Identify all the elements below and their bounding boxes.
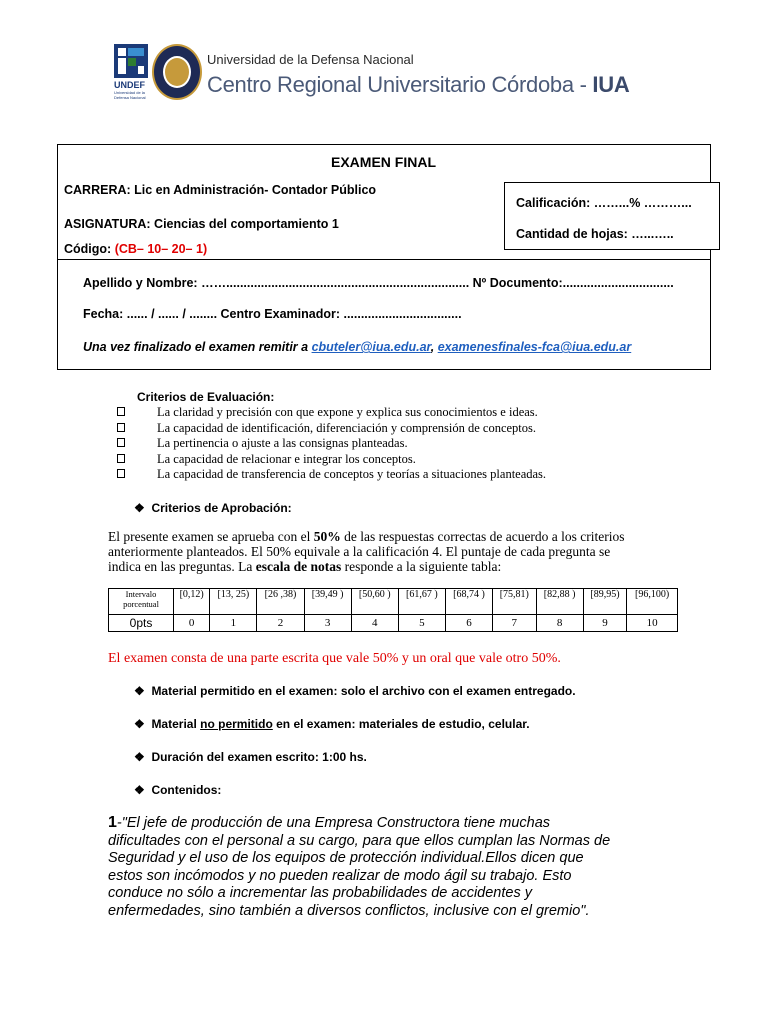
table-cell: [96,100) — [627, 589, 678, 615]
table-cell: 3 — [304, 615, 351, 632]
table-cell: [82,88 ) — [536, 589, 583, 615]
undef-logo-text: UNDEF — [114, 80, 145, 90]
diamond-bullet-icon: ❖ — [134, 750, 145, 764]
table-cell: [13, 25) — [210, 589, 257, 615]
grade-box — [504, 182, 720, 250]
carrera-line: CARRERA: Lic en Administración- Contador Público — [64, 183, 377, 197]
list-item: La capacidad de relacionar e integrar los conceptos. — [117, 452, 546, 468]
table-row — [109, 615, 678, 632]
question-1: 1-"El jefe de producción de una Empresa Constructora tiene muchas dificultades con el personal a su cargo, para que ellos cumplan las Normas de Seguridad y el uso de los equipos de protección individual.Ellos dicen que estos son incómodos y no pueden realizar de modo ágil su trabajo. Esto conduce no sólo a incrementar las probabilidades de accidentes y enfermedades, sino también a diversos conflictos, inclusive con el gremio". — [108, 814, 611, 919]
table-cell: 1 — [210, 615, 257, 632]
table-cell: [50,60 ) — [351, 589, 398, 615]
table-cell: 7 — [493, 615, 537, 632]
table-cell: 5 — [398, 615, 445, 632]
table-cell: [39,49 ) — [304, 589, 351, 615]
email-link-2[interactable]: examenesfinales-fca@iua.edu.ar — [437, 340, 632, 354]
diamond-bullet-icon: ❖ — [134, 501, 145, 515]
bullet-contenidos: ❖ Contenidos: — [134, 783, 222, 797]
undef-logo-subtext: Universidad de la Defensa Nacional — [114, 90, 146, 100]
table-cell: 0pts — [109, 615, 174, 632]
grade-scale-table — [108, 588, 678, 632]
table-cell: 10 — [627, 615, 678, 632]
table-cell: 2 — [257, 615, 304, 632]
list-item: La capacidad de transferencia de conceptos y teorías a situaciones planteadas. — [117, 467, 546, 483]
email-link-1[interactable]: cbuteler@iua.edu.ar — [311, 340, 431, 354]
table-cell: [61,67 ) — [398, 589, 445, 615]
bullet-material-permitido: ❖ Material permitido en el examen: solo el archivo con el examen entregado. — [134, 684, 576, 698]
checkbox-icon — [117, 469, 125, 478]
exam-title: EXAMEN FINAL — [331, 154, 436, 170]
table-cell: 0 — [174, 615, 210, 632]
fecha-centro-line[interactable]: Fecha: ...... / ...... / ........ Centro Examinador: .................................. — [83, 307, 462, 321]
table-cell: [89,95) — [583, 589, 627, 615]
aprobacion-paragraph: El presente examen se aprueba con el 50% de las respuestas correctas de acuerdo a los criterios anteriormente planteados. El 50% equivale a la calificación 4. El puntaje de cada pregunta se indica en las preguntas. La escala de notas responde a la siguiente tabla: — [108, 529, 625, 574]
diamond-bullet-icon: ❖ — [134, 717, 145, 731]
cantidad-hojas-field[interactable]: Cantidad de hojas: …...….. — [516, 227, 674, 241]
bullet-material-no-permitido: ❖ Material no permitido en el examen: materiales de estudio, celular. — [134, 717, 530, 731]
iua-seal-logo — [152, 44, 202, 100]
checkbox-icon — [117, 438, 125, 447]
apellido-documento-line[interactable]: Apellido y Nombre: ……...................................................................... Nº Documento:................................ — [83, 276, 674, 290]
table-cell: [75,81) — [493, 589, 537, 615]
asignatura-line: ASIGNATURA: Ciencias del comportamiento 1 — [64, 217, 339, 231]
table-cell: 9 — [583, 615, 627, 632]
university-name: Universidad de la Defensa Nacional — [207, 52, 414, 67]
table-cell: 6 — [445, 615, 492, 632]
table-cell: 4 — [351, 615, 398, 632]
list-item: La pertinencia o ajuste a las consignas planteadas. — [117, 436, 546, 452]
list-item: La claridad y precisión con que expone y explica sus conocimientos e ideas. — [117, 405, 546, 421]
calificacion-field[interactable]: Calificación: ……...% ………... — [516, 196, 692, 210]
remitir-line: Una vez finalizado el examen remitir a cbuteler@iua.edu.ar, examenesfinales-fca@iua.edu.ar — [83, 340, 632, 354]
question-number: 1 — [108, 814, 117, 831]
checkbox-icon — [117, 423, 125, 432]
table-cell: 8 — [536, 615, 583, 632]
bullet-duracion: ❖ Duración del examen escrito: 1:00 hs. — [134, 750, 367, 764]
criterios-title: Criterios de Evaluación: — [137, 390, 275, 404]
undef-logo — [114, 44, 148, 102]
exam-header-box — [57, 144, 711, 370]
center-name: Centro Regional Universitario Córdoba - IUA — [207, 72, 630, 97]
checkbox-icon — [117, 407, 125, 416]
table-cell: [0,12) — [174, 589, 210, 615]
list-item: La capacidad de identificación, diferenciación y comprensión de conceptos. — [117, 421, 546, 437]
table-cell: [68,74 ) — [445, 589, 492, 615]
box-divider — [57, 259, 711, 260]
checkbox-icon — [117, 454, 125, 463]
oral-note: El examen consta de una parte escrita que vale 50% y un oral que vale otro 50%. — [108, 651, 561, 666]
diamond-bullet-icon: ❖ — [134, 783, 145, 797]
codigo-line: Código: (CB– 10– 20– 1) — [64, 242, 208, 256]
criterios-list — [117, 405, 546, 483]
table-cell: [26 ,38) — [257, 589, 304, 615]
diamond-bullet-icon: ❖ — [134, 684, 145, 698]
table-cell: Intervalo porcentual — [109, 589, 174, 615]
aprobacion-heading: ❖ Criterios de Aprobación: — [134, 501, 292, 515]
table-row — [109, 589, 678, 615]
